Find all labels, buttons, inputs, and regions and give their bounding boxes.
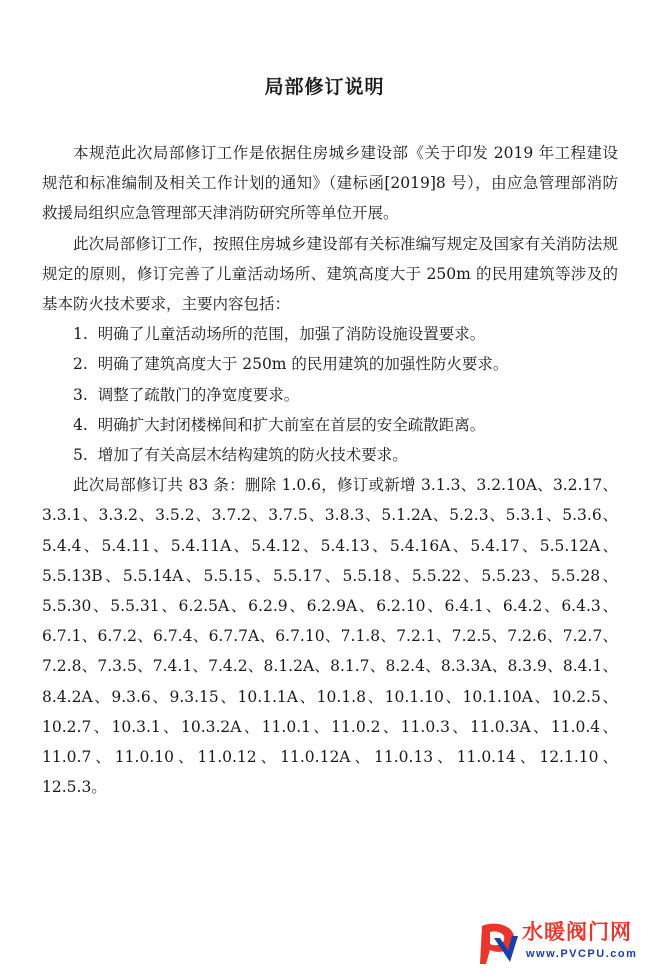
list-item (42, 380, 618, 410)
list-item (42, 349, 618, 379)
list-item-number: 5. (73, 446, 88, 465)
list-item-text: 明确扩大封闭楼梯间和扩大前室在首层的安全疏散距离。 (97, 415, 486, 434)
page-title: 局部修订说明 (264, 76, 385, 98)
list-item-number: 3. (73, 385, 88, 404)
watermark-logo-icon (476, 918, 522, 968)
list-item (42, 319, 618, 349)
list-item-text: 增加了有关高层木结构建筑的防火技术要求。 (97, 446, 408, 465)
list-item-text: 明确了儿童活动场所的范围，加强了消防设施设置要求。 (97, 325, 486, 344)
paragraph-principle: 此次局部修订工作，按照住房城乡建设部有关标准编写规定及国家有关消防法规规定的原则，修订完善了儿童活动场所、建筑高度大于 250m 的民用建筑等涉及的基本防火技术要求，主要内容包括： (42, 234, 618, 314)
list-item-number: 2. (73, 355, 88, 374)
list-item-number: 1. (73, 325, 88, 344)
watermark (476, 916, 641, 974)
list-item (42, 440, 618, 470)
list-item-text: 调整了疏散门的净宽度要求。 (97, 385, 300, 404)
paragraph-summary: 此次局部修订共 83 条：删除 1.0.6，修订或新增 3.1.3、3.2.10A、3.2.17、3.3.1、3.3.2、3.5.2、3.7.2、3.7.5、3.8.3、5.1.2A、5.2.3、5.3.1、5.3.6、5.4.4、5.4.11、5.4.11A、5.4.12、5.4.13、5.4.16A、5.4.17、5.5.12A、5.5.13B、5.5.14A、5.5.15、5.5.17、5.5.18、5.5.22、5.5.23、5.5.28、5.5.30、5.5.31、6.2.5A、6.2.9、6.2.9A、6.2.10、6.4.1、6.4.2、6.4.3、6.7.1、6.7.2、6.7.4、6.7.7A、6.7.10、7.1.8、7.2.1、7.2.5、7.2.6、7.2.7、7.2.8、7.3.5、7.4.1、7.4.2、8.1.2A、8.1.7、8.2.4、8.3.3A、8.3.9、8.4.1、8.4.2A、9.3.6、9.3.15、10.1.1A、10.1.8、10.1.10、10.1.10A、10.2.5、10.2.7、10.3.1、10.3.2A、11.0.1、11.0.2、11.0.3、11.0.3A、11.0.4、11.0.7、11.0.10、11.0.12、11.0.12A、11.0.13、11.0.14、12.1.10、12.5.3。 (42, 476, 618, 797)
paragraph-basis: 本规范此次局部修订工作是依据住房城乡建设部《关于印发 2019 年工程建设规范和标准编制及相关工作计划的通知》（建标函[2019]8 号），由应急管理部消防救援局组织应急管理部天津消防研究所等单位开展。 (42, 144, 618, 223)
document-body (42, 138, 618, 802)
watermark-text: 水暖阀门网 (522, 920, 632, 944)
revision-list (42, 319, 618, 470)
watermark-url: www.PVCPU.com (526, 948, 638, 960)
list-item (42, 410, 618, 440)
list-item-text: 明确了建筑高度大于 250m 的民用建筑的加强性防火要求。 (97, 355, 509, 374)
list-item-number: 4. (73, 415, 88, 434)
